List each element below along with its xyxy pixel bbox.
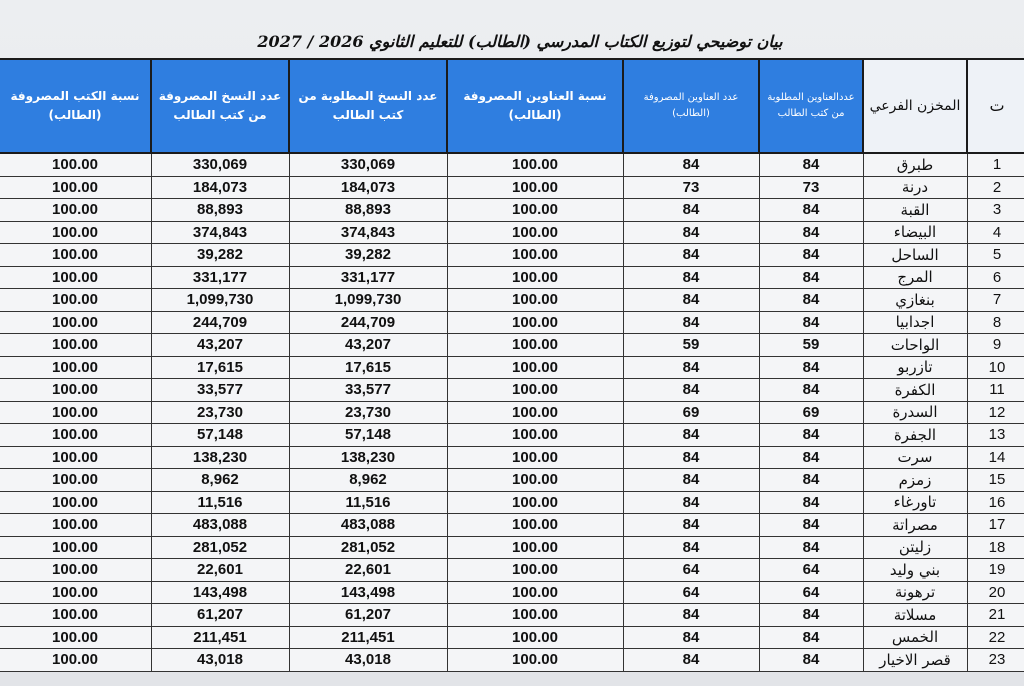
cell-titles-disbursed[interactable]: 84 bbox=[623, 379, 759, 402]
cell-copies-disbursed[interactable]: 184,073 bbox=[151, 176, 289, 199]
cell-titles-disbursed[interactable]: 84 bbox=[623, 514, 759, 537]
cell-titles-required[interactable]: 84 bbox=[759, 491, 863, 514]
cell-branch[interactable]: المرج bbox=[863, 266, 967, 289]
cell-copies-required[interactable]: 8,962 bbox=[289, 469, 447, 492]
cell-titles-disbursed[interactable]: 84 bbox=[623, 153, 759, 176]
cell-titles-required[interactable]: 84 bbox=[759, 604, 863, 627]
cell-books-percent[interactable]: 100.00 bbox=[0, 199, 151, 222]
cell-titles-percent[interactable]: 100.00 bbox=[447, 221, 623, 244]
cell-copies-disbursed[interactable]: 17,615 bbox=[151, 356, 289, 379]
cell-titles-disbursed[interactable]: 73 bbox=[623, 176, 759, 199]
cell-copies-disbursed[interactable]: 330,069 bbox=[151, 153, 289, 176]
cell-titles-required[interactable]: 84 bbox=[759, 356, 863, 379]
cell-books-percent[interactable]: 100.00 bbox=[0, 153, 151, 176]
cell-titles-required[interactable]: 84 bbox=[759, 221, 863, 244]
cell-books-percent[interactable]: 100.00 bbox=[0, 469, 151, 492]
table-row bbox=[0, 446, 1024, 469]
cell-titles-required[interactable]: 84 bbox=[759, 446, 863, 469]
cell-row-number[interactable]: 11 bbox=[967, 379, 1024, 402]
cell-books-percent[interactable]: 100.00 bbox=[0, 536, 151, 559]
cell-branch[interactable]: زليتن bbox=[863, 536, 967, 559]
cell-copies-disbursed[interactable]: 281,052 bbox=[151, 536, 289, 559]
cell-row-number[interactable]: 6 bbox=[967, 266, 1024, 289]
cell-titles-percent[interactable]: 100.00 bbox=[447, 244, 623, 267]
cell-titles-required[interactable]: 84 bbox=[759, 536, 863, 559]
distribution-table bbox=[0, 58, 1024, 672]
table-row bbox=[0, 334, 1024, 357]
table-body bbox=[0, 153, 1024, 671]
cell-titles-percent[interactable]: 100.00 bbox=[447, 401, 623, 424]
header-titles-percent: نسبة العناوين المصروفة (الطالب) bbox=[447, 59, 623, 153]
header-books-percent: نسبة الكتب المصروفة (الطالب) bbox=[0, 59, 151, 153]
cell-titles-disbursed[interactable]: 84 bbox=[623, 491, 759, 514]
cell-titles-disbursed[interactable]: 69 bbox=[623, 401, 759, 424]
cell-titles-required[interactable]: 84 bbox=[759, 469, 863, 492]
cell-titles-disbursed[interactable]: 84 bbox=[623, 536, 759, 559]
cell-copies-required[interactable]: 57,148 bbox=[289, 424, 447, 447]
cell-titles-percent[interactable]: 100.00 bbox=[447, 559, 623, 582]
cell-titles-percent[interactable]: 100.00 bbox=[447, 311, 623, 334]
cell-copies-required[interactable]: 39,282 bbox=[289, 244, 447, 267]
cell-row-number[interactable]: 7 bbox=[967, 289, 1024, 312]
cell-branch[interactable]: الساحل bbox=[863, 244, 967, 267]
cell-copies-disbursed[interactable]: 57,148 bbox=[151, 424, 289, 447]
cell-copies-disbursed[interactable]: 244,709 bbox=[151, 311, 289, 334]
cell-branch[interactable]: مسلاتة bbox=[863, 604, 967, 627]
cell-copies-disbursed[interactable]: 374,843 bbox=[151, 221, 289, 244]
cell-copies-required[interactable]: 33,577 bbox=[289, 379, 447, 402]
cell-branch[interactable]: البيضاء bbox=[863, 221, 967, 244]
cell-copies-required[interactable]: 331,177 bbox=[289, 266, 447, 289]
cell-titles-disbursed[interactable]: 59 bbox=[623, 334, 759, 357]
cell-copies-disbursed[interactable]: 33,577 bbox=[151, 379, 289, 402]
cell-titles-disbursed[interactable]: 84 bbox=[623, 221, 759, 244]
cell-branch[interactable]: اجدابيا bbox=[863, 311, 967, 334]
cell-books-percent[interactable]: 100.00 bbox=[0, 244, 151, 267]
cell-branch[interactable]: الخمس bbox=[863, 626, 967, 649]
header-titles-required: عددالعناوين المطلوبة من كتب الطالب bbox=[759, 59, 863, 153]
cell-copies-required[interactable]: 143,498 bbox=[289, 581, 447, 604]
cell-row-number[interactable]: 20 bbox=[967, 581, 1024, 604]
header-copies-required: عدد النسخ المطلوبة من كتب الطالب bbox=[289, 59, 447, 153]
cell-copies-required[interactable]: 211,451 bbox=[289, 626, 447, 649]
cell-copies-disbursed[interactable]: 211,451 bbox=[151, 626, 289, 649]
cell-copies-disbursed[interactable]: 23,730 bbox=[151, 401, 289, 424]
cell-titles-required[interactable]: 84 bbox=[759, 266, 863, 289]
table-row bbox=[0, 491, 1024, 514]
cell-titles-required[interactable]: 69 bbox=[759, 401, 863, 424]
cell-branch[interactable]: ترهونة bbox=[863, 581, 967, 604]
cell-copies-required[interactable]: 1,099,730 bbox=[289, 289, 447, 312]
cell-titles-required[interactable]: 59 bbox=[759, 334, 863, 357]
cell-copies-required[interactable]: 23,730 bbox=[289, 401, 447, 424]
cell-row-number[interactable]: 4 bbox=[967, 221, 1024, 244]
cell-books-percent[interactable]: 100.00 bbox=[0, 424, 151, 447]
cell-books-percent[interactable]: 100.00 bbox=[0, 626, 151, 649]
cell-books-percent[interactable]: 100.00 bbox=[0, 289, 151, 312]
cell-books-percent[interactable]: 100.00 bbox=[0, 221, 151, 244]
cell-books-percent[interactable]: 100.00 bbox=[0, 649, 151, 672]
cell-titles-disbursed[interactable]: 84 bbox=[623, 424, 759, 447]
table-row bbox=[0, 536, 1024, 559]
cell-books-percent[interactable]: 100.00 bbox=[0, 334, 151, 357]
cell-copies-disbursed[interactable]: 331,177 bbox=[151, 266, 289, 289]
cell-titles-percent[interactable]: 100.00 bbox=[447, 604, 623, 627]
cell-row-number[interactable]: 10 bbox=[967, 356, 1024, 379]
table-row bbox=[0, 581, 1024, 604]
cell-titles-required[interactable]: 84 bbox=[759, 514, 863, 537]
table-row bbox=[0, 153, 1024, 176]
cell-books-percent[interactable]: 100.00 bbox=[0, 401, 151, 424]
cell-titles-percent[interactable]: 100.00 bbox=[447, 289, 623, 312]
table-row bbox=[0, 221, 1024, 244]
cell-titles-percent[interactable]: 100.00 bbox=[447, 424, 623, 447]
cell-titles-disbursed[interactable]: 64 bbox=[623, 581, 759, 604]
cell-titles-required[interactable]: 84 bbox=[759, 311, 863, 334]
cell-row-number[interactable]: 12 bbox=[967, 401, 1024, 424]
cell-row-number[interactable]: 14 bbox=[967, 446, 1024, 469]
cell-titles-required[interactable]: 84 bbox=[759, 199, 863, 222]
cell-row-number[interactable]: 17 bbox=[967, 514, 1024, 537]
report-title: بيان توضيحي لتوزيع الكتاب المدرسي (الطالب) للتعليم الثانوي 2026 / 2027 bbox=[257, 32, 783, 51]
cell-branch[interactable]: السدرة bbox=[863, 401, 967, 424]
cell-books-percent[interactable]: 100.00 bbox=[0, 311, 151, 334]
table-row bbox=[0, 356, 1024, 379]
cell-row-number[interactable]: 15 bbox=[967, 469, 1024, 492]
cell-titles-percent[interactable]: 100.00 bbox=[447, 491, 623, 514]
cell-titles-required[interactable]: 84 bbox=[759, 153, 863, 176]
cell-books-percent[interactable]: 100.00 bbox=[0, 266, 151, 289]
cell-titles-disbursed[interactable]: 84 bbox=[623, 604, 759, 627]
cell-books-percent[interactable]: 100.00 bbox=[0, 559, 151, 582]
cell-copies-disbursed[interactable]: 483,088 bbox=[151, 514, 289, 537]
cell-copies-required[interactable]: 281,052 bbox=[289, 536, 447, 559]
table-row bbox=[0, 266, 1024, 289]
cell-titles-required[interactable]: 64 bbox=[759, 581, 863, 604]
table-row bbox=[0, 626, 1024, 649]
cell-titles-percent[interactable]: 100.00 bbox=[447, 153, 623, 176]
cell-books-percent[interactable]: 100.00 bbox=[0, 446, 151, 469]
cell-titles-disbursed[interactable]: 84 bbox=[623, 626, 759, 649]
cell-row-number[interactable]: 13 bbox=[967, 424, 1024, 447]
cell-copies-disbursed[interactable]: 1,099,730 bbox=[151, 289, 289, 312]
cell-books-percent[interactable]: 100.00 bbox=[0, 356, 151, 379]
cell-titles-required[interactable]: 64 bbox=[759, 559, 863, 582]
cell-branch[interactable]: الكفرة bbox=[863, 379, 967, 402]
cell-branch[interactable]: درنة bbox=[863, 176, 967, 199]
cell-row-number[interactable]: 2 bbox=[967, 176, 1024, 199]
cell-copies-disbursed[interactable]: 39,282 bbox=[151, 244, 289, 267]
cell-row-number[interactable]: 21 bbox=[967, 604, 1024, 627]
cell-books-percent[interactable]: 100.00 bbox=[0, 491, 151, 514]
table-row bbox=[0, 514, 1024, 537]
table-row bbox=[0, 244, 1024, 267]
cell-branch[interactable]: بني وليد bbox=[863, 559, 967, 582]
table-row bbox=[0, 379, 1024, 402]
cell-branch[interactable]: القبة bbox=[863, 199, 967, 222]
table-row bbox=[0, 469, 1024, 492]
cell-copies-required[interactable]: 43,207 bbox=[289, 334, 447, 357]
cell-row-number[interactable]: 23 bbox=[967, 649, 1024, 672]
cell-copies-required[interactable]: 330,069 bbox=[289, 153, 447, 176]
cell-titles-percent[interactable]: 100.00 bbox=[447, 379, 623, 402]
cell-titles-percent[interactable]: 100.00 bbox=[447, 446, 623, 469]
cell-titles-percent[interactable]: 100.00 bbox=[447, 199, 623, 222]
cell-titles-required[interactable]: 73 bbox=[759, 176, 863, 199]
cell-titles-percent[interactable]: 100.00 bbox=[447, 469, 623, 492]
header-titles-disbursed: عدد العناوين المصروفة (الطالب) bbox=[623, 59, 759, 153]
cell-titles-disbursed[interactable]: 84 bbox=[623, 289, 759, 312]
cell-titles-disbursed[interactable]: 84 bbox=[623, 469, 759, 492]
table-row bbox=[0, 401, 1024, 424]
cell-titles-percent[interactable]: 100.00 bbox=[447, 581, 623, 604]
cell-copies-required[interactable]: 374,843 bbox=[289, 221, 447, 244]
cell-row-number[interactable]: 5 bbox=[967, 244, 1024, 267]
cell-copies-disbursed[interactable]: 11,516 bbox=[151, 491, 289, 514]
cell-copies-disbursed[interactable]: 8,962 bbox=[151, 469, 289, 492]
cell-books-percent[interactable]: 100.00 bbox=[0, 581, 151, 604]
cell-copies-disbursed[interactable]: 143,498 bbox=[151, 581, 289, 604]
cell-row-number[interactable]: 18 bbox=[967, 536, 1024, 559]
cell-row-number[interactable]: 3 bbox=[967, 199, 1024, 222]
table-row bbox=[0, 176, 1024, 199]
cell-titles-percent[interactable]: 100.00 bbox=[447, 536, 623, 559]
cell-titles-required[interactable]: 84 bbox=[759, 244, 863, 267]
cell-copies-required[interactable]: 483,088 bbox=[289, 514, 447, 537]
cell-titles-percent[interactable]: 100.00 bbox=[447, 266, 623, 289]
cell-copies-required[interactable]: 61,207 bbox=[289, 604, 447, 627]
cell-branch[interactable]: مصراتة bbox=[863, 514, 967, 537]
table-row bbox=[0, 604, 1024, 627]
table-row bbox=[0, 559, 1024, 582]
cell-titles-percent[interactable]: 100.00 bbox=[447, 649, 623, 672]
cell-copies-required[interactable]: 22,601 bbox=[289, 559, 447, 582]
table-row bbox=[0, 424, 1024, 447]
cell-titles-disbursed[interactable]: 84 bbox=[623, 266, 759, 289]
cell-copies-required[interactable]: 88,893 bbox=[289, 199, 447, 222]
table-row bbox=[0, 199, 1024, 222]
cell-books-percent[interactable]: 100.00 bbox=[0, 176, 151, 199]
table-row bbox=[0, 311, 1024, 334]
cell-titles-required[interactable]: 84 bbox=[759, 649, 863, 672]
cell-titles-disbursed[interactable]: 84 bbox=[623, 446, 759, 469]
header-num: ت bbox=[967, 59, 1024, 153]
cell-copies-required[interactable]: 17,615 bbox=[289, 356, 447, 379]
table-row bbox=[0, 289, 1024, 312]
cell-titles-percent[interactable]: 100.00 bbox=[447, 356, 623, 379]
cell-copies-required[interactable]: 138,230 bbox=[289, 446, 447, 469]
cell-titles-disbursed[interactable]: 84 bbox=[623, 356, 759, 379]
cell-titles-required[interactable]: 84 bbox=[759, 626, 863, 649]
cell-titles-disbursed[interactable]: 84 bbox=[623, 649, 759, 672]
cell-titles-required[interactable]: 84 bbox=[759, 424, 863, 447]
cell-branch[interactable]: تازربو bbox=[863, 356, 967, 379]
header-row bbox=[0, 59, 1024, 153]
cell-copies-disbursed[interactable]: 138,230 bbox=[151, 446, 289, 469]
header-branch: المخزن الفرعي bbox=[863, 59, 967, 153]
header-copies-disbursed: عدد النسخ المصروفة من كتب الطالب bbox=[151, 59, 289, 153]
cell-branch[interactable]: الواحات bbox=[863, 334, 967, 357]
cell-titles-required[interactable]: 84 bbox=[759, 289, 863, 312]
cell-titles-disbursed[interactable]: 84 bbox=[623, 244, 759, 267]
cell-branch[interactable]: قصر الاخيار bbox=[863, 649, 967, 672]
cell-row-number[interactable]: 22 bbox=[967, 626, 1024, 649]
cell-row-number[interactable]: 9 bbox=[967, 334, 1024, 357]
cell-copies-disbursed[interactable]: 22,601 bbox=[151, 559, 289, 582]
cell-row-number[interactable]: 16 bbox=[967, 491, 1024, 514]
cell-copies-disbursed[interactable]: 61,207 bbox=[151, 604, 289, 627]
cell-row-number[interactable]: 19 bbox=[967, 559, 1024, 582]
cell-branch[interactable]: طبرق bbox=[863, 153, 967, 176]
cell-titles-required[interactable]: 84 bbox=[759, 379, 863, 402]
cell-books-percent[interactable]: 100.00 bbox=[0, 604, 151, 627]
cell-row-number[interactable]: 1 bbox=[967, 153, 1024, 176]
cell-branch[interactable]: الجفرة bbox=[863, 424, 967, 447]
cell-titles-disbursed[interactable]: 64 bbox=[623, 559, 759, 582]
cell-copies-disbursed[interactable]: 88,893 bbox=[151, 199, 289, 222]
cell-branch[interactable]: تاورغاء bbox=[863, 491, 967, 514]
cell-titles-disbursed[interactable]: 84 bbox=[623, 199, 759, 222]
cell-books-percent[interactable]: 100.00 bbox=[0, 379, 151, 402]
cell-copies-disbursed[interactable]: 43,207 bbox=[151, 334, 289, 357]
cell-copies-required[interactable]: 244,709 bbox=[289, 311, 447, 334]
table-row bbox=[0, 649, 1024, 672]
cell-titles-percent[interactable]: 100.00 bbox=[447, 334, 623, 357]
cell-copies-required[interactable]: 184,073 bbox=[289, 176, 447, 199]
cell-titles-percent[interactable]: 100.00 bbox=[447, 176, 623, 199]
cell-row-number[interactable]: 8 bbox=[967, 311, 1024, 334]
cell-titles-percent[interactable]: 100.00 bbox=[447, 514, 623, 537]
cell-branch[interactable]: زمزم bbox=[863, 469, 967, 492]
cell-copies-required[interactable]: 43,018 bbox=[289, 649, 447, 672]
cell-books-percent[interactable]: 100.00 bbox=[0, 514, 151, 537]
cell-titles-percent[interactable]: 100.00 bbox=[447, 626, 623, 649]
cell-branch[interactable]: بنغازي bbox=[863, 289, 967, 312]
cell-copies-disbursed[interactable]: 43,018 bbox=[151, 649, 289, 672]
cell-titles-disbursed[interactable]: 84 bbox=[623, 311, 759, 334]
cell-copies-required[interactable]: 11,516 bbox=[289, 491, 447, 514]
cell-branch[interactable]: سرت bbox=[863, 446, 967, 469]
